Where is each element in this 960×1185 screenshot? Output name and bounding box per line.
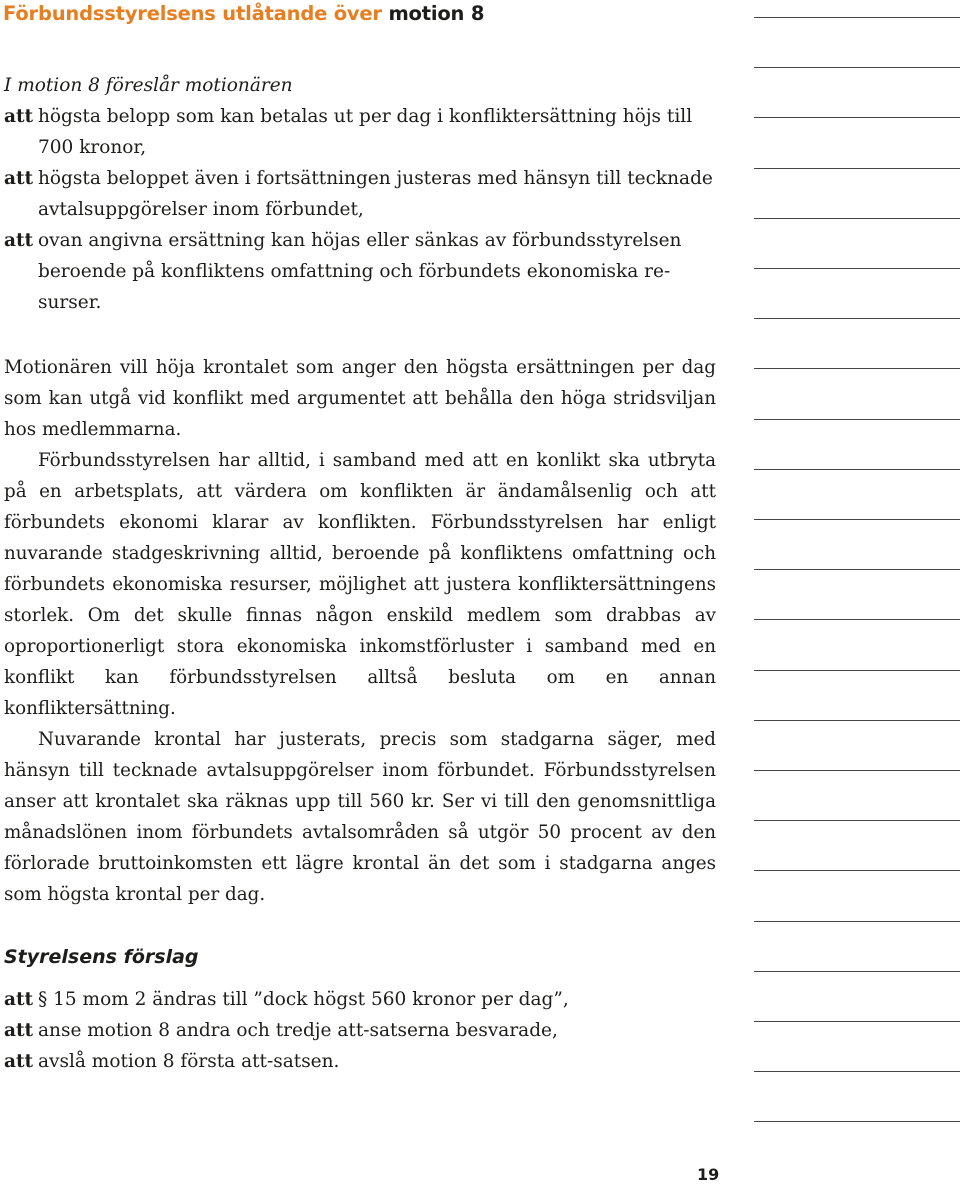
proposal-list [4,984,716,1077]
att-clause-continuation: avtalsuppgörelser inom förbundet, [38,199,364,220]
att-clause-3 [4,225,744,256]
paragraph-1: Motionären vill höja krontalet som anger den högsta ersättningen per dag som kan utgå vid konflikt med argumentet att behålla den höga stridsviljan hos medlemmarna. [4,357,716,440]
att-keyword: att [4,989,34,1010]
note-rule-line [754,870,960,871]
proposal-item [4,1015,716,1046]
note-rule-line [754,368,960,369]
att-clause-continuation: 700 kronor, [38,137,147,158]
note-rule-line [754,218,960,219]
motion-summary [4,70,744,318]
note-rule-line [754,117,960,118]
note-rule-line [754,519,960,520]
proposal-heading: Styrelsens förslag [4,946,199,968]
paragraph-3: Nuvarande krontal har justerats, precis som stadgarna säger, med hänsyn till tecknade avtalsuppgörelser inom förbundet. Förbundsstyrelsen anser att krontalet ska räknas upp till 560 kr. Ser vi till den genomsnittliga månadslönen inom förbundets avtalsområden så utgör 50 procent av den förlorade bruttoinkomsten ett lägre krontal än det som i stadgarna anges som högsta krontal per dag. [4,729,716,905]
title-motion-text: motion 8 [388,2,485,25]
proposal-item-text: § 15 mom 2 ändras till ”dock högst 560 kronor per dag”, [38,989,569,1010]
note-rule-line [754,419,960,420]
note-rule-line [754,720,960,721]
note-rule-line [754,1071,960,1072]
notes-lines [754,0,960,1150]
att-keyword: att [4,1051,34,1072]
att-clause-1 [4,101,744,132]
note-rule-line [754,619,960,620]
note-rule-line [754,318,960,319]
note-rule-line [754,268,960,269]
note-rule-line [754,770,960,771]
note-rule-line [754,569,960,570]
note-rule-line [754,1121,960,1122]
note-rule-line [754,469,960,470]
page-number: 19 [697,1165,720,1184]
note-rule-line [754,17,960,18]
proposal-item-text: avslå motion 8 första att-satsen. [38,1051,340,1072]
att-clause-continuation: surser. [38,292,102,313]
note-rule-line [754,168,960,169]
note-rule-line [754,971,960,972]
att-keyword: att [4,230,34,251]
att-clause-2 [4,163,744,194]
response-body [4,352,716,910]
att-clause-text: högsta belopp som kan betalas ut per dag i konfliktersättning höjs till [38,106,693,127]
att-clause-text: högsta beloppet även i fortsättningen justeras med hänsyn till tecknade [38,168,713,189]
motion-intro: I motion 8 föreslår motionären [4,75,293,96]
proposal-item-text: anse motion 8 andra och tredje att-satserna besvarade, [38,1020,558,1041]
note-rule-line [754,820,960,821]
att-clause-text: ovan angivna ersättning kan höjas eller sänkas av förbundsstyrelsen [38,230,682,251]
note-rule-line [754,67,960,68]
att-keyword: att [4,1020,34,1041]
note-rule-line [754,921,960,922]
note-rule-line [754,670,960,671]
att-clause-continuation: beroende på konfliktens omfattning och förbundets ekonomiska re- [38,261,671,282]
paragraph-2: Förbundsstyrelsen har alltid, i samband med att en konlikt ska utbryta på en arbetsplats, att värdera om konflikten är ändamålsenlig och att förbundets ekonomi klarar av konflikten. Förbundsstyrelsen har enligt nuvarande stadgeskrivning alltid, beroende på konfliktens omfattning och förbundets ekonomiska resurser, möjlighet att justera konfliktersättningens storlek. Om det skulle finnas någon enskild medlem som drabbas av oproportionerligt stora ekonomiska inkomstförluster i samband med en konflikt kan förbundsstyrelsen alltså besluta om en annan konfliktersättning. [4,450,716,719]
proposal-item [4,984,716,1015]
title-accent-text: Förbundsstyrelsens utlåtande över [3,2,382,25]
note-rule-line [754,1021,960,1022]
att-keyword: att [4,168,34,189]
page-title [3,2,484,25]
att-keyword: att [4,106,34,127]
proposal-item [4,1046,716,1077]
